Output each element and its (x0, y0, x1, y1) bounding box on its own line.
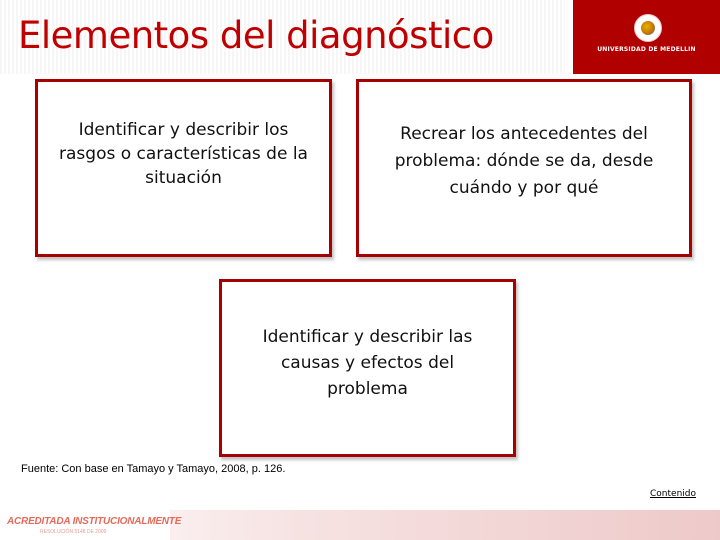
resolution-text: RESOLUCIÓN 5148 DE 2009 (40, 529, 107, 535)
accreditation-text: ACREDITADA INSTITUCIONALMENTE (7, 516, 182, 527)
box-text: Identificar y describir las causas y efectos del problema (262, 326, 473, 399)
box-text: Recrear los antecedentes del problema: dónde se da, desde cuándo y por qué (394, 124, 654, 198)
seal-emblem (641, 21, 655, 35)
university-seal-icon (634, 14, 662, 42)
page-title: Elementos del diagnóstico (18, 14, 494, 57)
university-logo (573, 0, 720, 74)
diagnosis-box-traits (35, 79, 332, 257)
box-text: Identificar y describir los rasgos o características de la situación (59, 119, 308, 188)
content-link[interactable]: Contenido (650, 489, 696, 499)
logo-text: UNIVERSIDAD DE MEDELLIN (597, 46, 696, 53)
diagnosis-box-causes-effects (219, 279, 516, 457)
diagnosis-box-background (356, 79, 692, 257)
source-citation: Fuente: Con base en Tamayo y Tamayo, 2008, p. 126. (21, 463, 286, 475)
